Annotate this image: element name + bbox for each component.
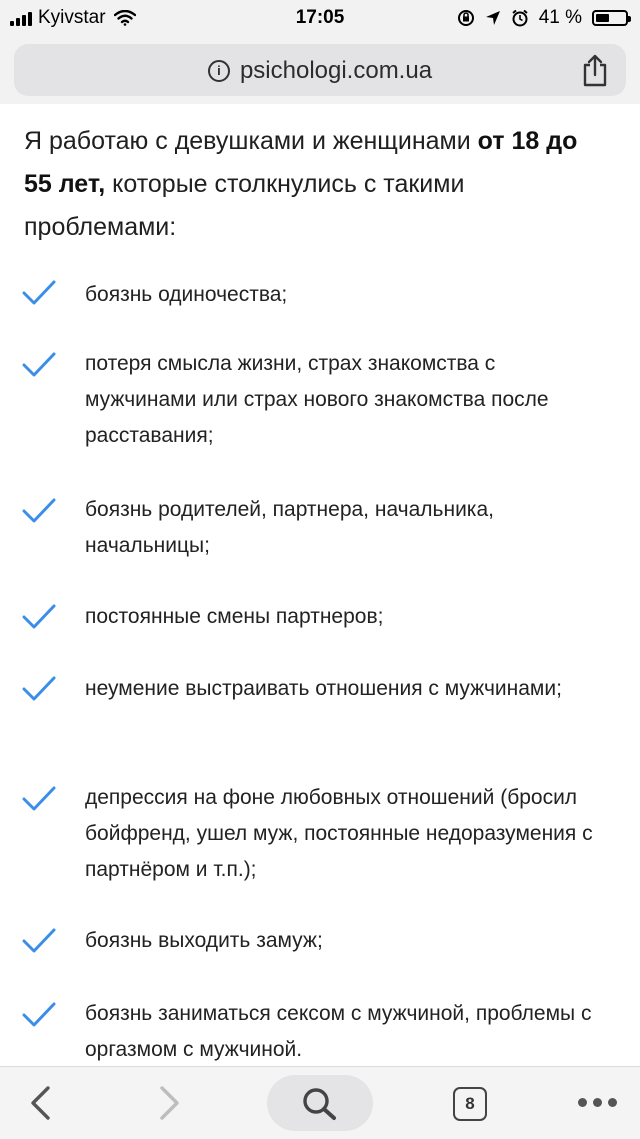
list-item-text: боязнь выходить замуж; xyxy=(85,929,323,952)
list-item-text: депрессия на фоне любовных отношений (бросил бойфренд, ушел муж, постоянные недоразумения с партнёром и т.п.); xyxy=(85,786,593,881)
bottom-toolbar xyxy=(0,1066,640,1139)
address-bar[interactable] xyxy=(14,44,626,96)
list-item-text: боязнь родителей, партнера, начальника, начальницы; xyxy=(85,498,494,557)
checkmark-icon xyxy=(22,928,56,954)
list-item-text: потеря смысла жизни, страх знакомства с мужчинами или страх нового знакомства после расставания; xyxy=(85,352,549,447)
browser-toolbar xyxy=(0,36,640,104)
battery-percent: 41 % xyxy=(538,7,582,28)
status-time: 17:05 xyxy=(295,7,345,28)
list-item-text: боязнь заниматься сексом с мужчиной, проблемы с оргазмом с мужчиной. xyxy=(85,1002,592,1061)
intro-text-end: которые столкнулись с такими проблемами: xyxy=(24,170,465,241)
share-icon[interactable] xyxy=(580,53,610,87)
info-icon[interactable]: i xyxy=(208,60,230,82)
checkmark-icon xyxy=(22,604,56,630)
checkmark-icon xyxy=(22,676,56,702)
intro-age-range: от 18 до 55 лет, xyxy=(24,127,578,198)
location-icon xyxy=(485,10,501,26)
search-button[interactable] xyxy=(267,1075,373,1131)
url-text: psichologi.com.ua xyxy=(239,57,433,84)
checkmark-icon xyxy=(22,352,56,378)
intro-text: Я работаю с девушками и женщинами xyxy=(24,127,478,155)
intro-paragraph xyxy=(24,120,594,249)
list-item-text: неумение выстраивать отношения с мужчинами; xyxy=(85,677,562,700)
status-bar xyxy=(0,0,640,36)
list-item-text: боязнь одиночества; xyxy=(85,283,288,306)
list-item-text: постоянные смены партнеров; xyxy=(85,605,384,628)
alarm-icon xyxy=(511,9,529,27)
search-icon xyxy=(301,1087,339,1121)
more-icon[interactable] xyxy=(578,1098,617,1107)
status-right xyxy=(457,7,628,29)
address-display[interactable] xyxy=(14,57,626,85)
checkmark-icon xyxy=(22,786,56,812)
back-icon[interactable] xyxy=(28,1085,52,1121)
forward-icon[interactable] xyxy=(158,1085,182,1121)
battery-icon xyxy=(592,10,628,26)
checkmark-icon xyxy=(22,1002,56,1028)
carrier-name: Kyivstar xyxy=(38,7,106,28)
tabs-button[interactable]: 8 xyxy=(453,1087,487,1121)
page-content xyxy=(0,104,640,1066)
screen-rotation-lock-icon xyxy=(457,9,475,27)
checkmark-icon xyxy=(22,498,56,524)
checkmark-icon xyxy=(22,280,56,306)
